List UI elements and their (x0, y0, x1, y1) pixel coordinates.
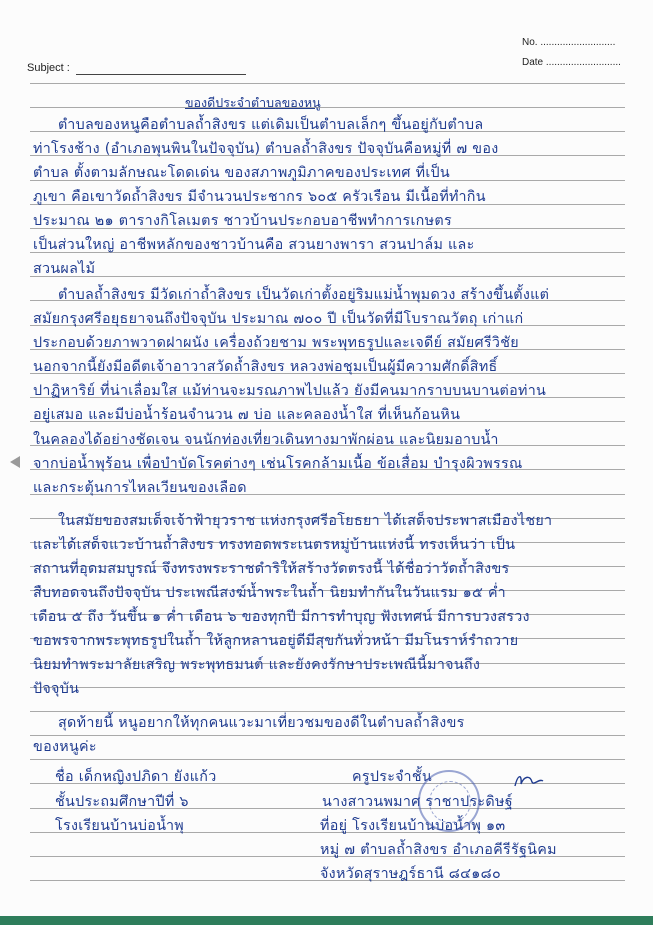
teacher-name: นางสาวนพมาศ ราชาประดิษฐ์ (322, 794, 513, 810)
body-line: สถานที่อุดมสมบูรณ์ จึงทรงพระราชดำริให้สร้างวัดตรงนี้ ได้ชื่อว่าวัดถ้ำสิงขร (33, 561, 510, 577)
page-footer-bar (0, 916, 653, 925)
body-line: ตำบลถ้ำสิงขร มีวัดเก่าถ้ำสิงขร เป็นวัดเก่าตั้งอยู่ริมแม่น้ำพุมดวง สร้างขึ้นตั้งแต่ (58, 287, 550, 303)
body-line: ปาฏิหาริย์ ที่น่าเลื่อมใส แม้ท่านจะมรณภาพไปแล้ว ยังมีคนมากราบบนบานต่อท่าน (33, 383, 547, 399)
body-line: ประกอบด้วยภาพวาดฝาผนัง เครื่องถ้วยชาม พระพุทธรูปและเจดีย์ สมัยศรีวิชัย (33, 335, 519, 351)
body-line: ประมาณ ๒๑ ตารางกิโลเมตร ชาวบ้านประกอบอาชีพทำการเกษตร (33, 213, 452, 229)
date-label: Date ........................... (522, 57, 621, 68)
address-line: หมู่ ๗ ตำบลถ้ำสิงขร อำเภอคีรีรัฐนิคม (320, 842, 557, 858)
teacher-title: ครูประจำชั้น (352, 769, 432, 785)
student-school: โรงเรียนบ้านบ่อน้ำพุ (55, 818, 185, 834)
body-line: สุดท้ายนี้ หนูอยากให้ทุกคนแวะมาเที่ยวชมของดีในตำบลถ้ำสิงขร (58, 715, 465, 731)
teacher-signature (512, 772, 546, 790)
body-line: ตำบลของหนูคือตำบลถ้ำสิงขร แต่เดิมเป็นตำบลเล็กๆ ขึ้นอยู่กับตำบล (58, 117, 484, 133)
address-line: จังหวัดสุราษฎร์ธานี ๘๔๑๘๐ (320, 866, 501, 882)
subject-underline (76, 74, 246, 75)
student-grade: ชั้นประถมศึกษาปีที่ ๖ (55, 794, 189, 810)
body-line: จากบ่อน้ำพุร้อน เพื่อบำบัดโรคต่างๆ เช่นโรคกล้ามเนื้อ ข้อเสื่อม บำรุงผิวพรรณ (33, 456, 523, 472)
body-line: นิยมทำพระมาลัยเสริญ พระพุทธมนต์ และยังคงรักษาประเพณีนี้มาจนถึง (33, 657, 481, 673)
student-name: ชื่อ เด็กหญิงปภิดา ยังแก้ว (55, 769, 217, 785)
page-title: ของดีประจำตำบลของหนู (185, 95, 321, 110)
body-line: และได้เสด็จแวะบ้านถ้ำสิงขร ทรงทอดพระเนตรหมู่บ้านแห่งนี้ ทรงเห็นว่า เป็น (33, 537, 516, 553)
body-line: และกระตุ้นการไหลเวียนของเลือด (33, 480, 247, 496)
body-line: ตำบล ตั้งตามลักษณะโดดเด่น ของสภาพภูมิภาคของประเทศ ที่เป็น (33, 165, 450, 181)
ruled-line (30, 735, 625, 736)
body-line: สมัยกรุงศรีอยุธยาจนถึงปัจจุบัน ประมาณ ๗๐๐ ปี เป็นวัดที่มีโบราณวัตถุ เก่าแก่ (33, 311, 524, 327)
body-line: ภูเขา คือเขาวัดถ้ำสิงขร มีจำนวนประชากร ๖๐๕ ครัวเรือน มีเนื้อที่ทำกิน (33, 189, 486, 205)
school-seal-stamp (418, 770, 480, 832)
body-line: อยู่เสมอ และมีบ่อน้ำร้อนจำนวน ๗ บ่อ และคลองน้ำใส ที่เห็นก้อนหิน (33, 407, 461, 423)
body-line: ปัจจุบัน (33, 681, 80, 697)
subject-label: Subject : (27, 62, 70, 74)
ruled-line (30, 276, 625, 277)
number-label: No. ........................... (522, 37, 616, 48)
address-line: ที่อยู่ โรงเรียนบ้านบ่อน้ำพุ ๑๓ (320, 818, 506, 834)
body-line: ท่าโรงช้าง (อำเภอพุนพินในปัจจุบัน) ตำบลถ้ำสิงขร ปัจจุบันคือหมู่ที่ ๗ ของ (33, 141, 499, 157)
ruled-line (30, 107, 625, 108)
margin-arrow-icon (10, 456, 20, 468)
body-line: ในสมัยของสมเด็จเจ้าฟ้ายุวราช แห่งกรุงศรีอโยธยา ได้เสด็จประพาสเมืองไชยา (58, 513, 553, 529)
ruled-line (30, 759, 625, 760)
body-line: ขอพรจากพระพุทธรูปในถ้ำ ให้ลูกหลานอยู่ดีมีสุขกันทั่วหน้า มีมโนราห์รำถวาย (33, 633, 519, 649)
ruled-line (30, 83, 625, 84)
body-line: สืบทอดจนถึงปัจจุบัน ประเพณีสงฆ์น้ำพระในถ้ำ นิยมทำกันในวันแรม ๑๕ ค่ำ (33, 585, 506, 601)
body-line: สวนผลไม้ (33, 261, 96, 277)
body-line: เดือน ๕ ถึง วันขึ้น ๑ ค่ำ เดือน ๖ ของทุกปี มีการทำบุญ ฟังเทศน์ มีการบวงสรวง (33, 609, 530, 625)
body-line: นอกจากนี้ยังมีอดีตเจ้าอาวาสวัดถ้ำสิงขร หลวงพ่อชุมเป็นผู้มีความศักดิ์สิทธิ์ (33, 359, 498, 375)
body-line: เป็นส่วนใหญ่ อาชีพหลักของชาวบ้านคือ สวนยางพารา สวนปาล์ม และ (33, 237, 475, 253)
body-line: ในคลองได้อย่างชัดเจน จนนักท่องเที่ยวเดินทางมาพักผ่อน และนิยมอาบน้ำ (33, 432, 499, 448)
ruled-line (30, 687, 625, 688)
body-line: ของหนูค่ะ (33, 739, 97, 755)
